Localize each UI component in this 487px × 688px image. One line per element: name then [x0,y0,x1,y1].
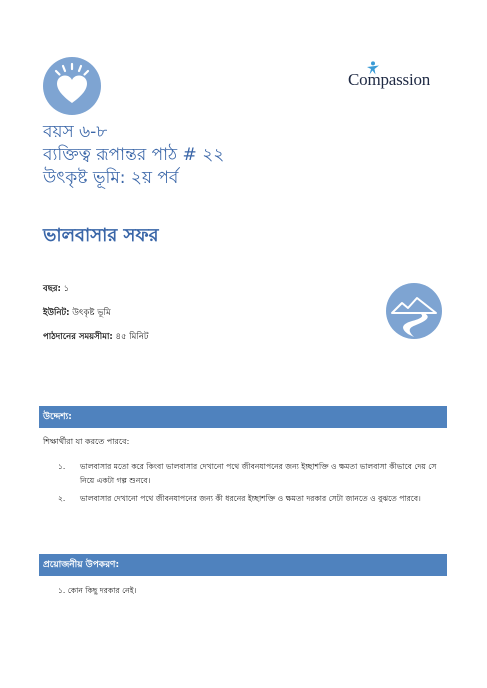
list-item-text: ভালবাসার দেখানো পথে জীবনযাপনের জন্য কী ধরনের ইচ্ছাশক্তি ও ক্ষমতা দরকার সেটা জানতে ও বুঝতে পারবে। [80,494,421,503]
objectives-heading-bar: উদ্দেশ্য: [39,406,447,428]
compassion-logo [348,60,444,94]
list-item-number: ১. [58,462,66,471]
meta-info [43,282,149,354]
materials-item [58,585,136,598]
list-item [58,492,442,506]
meta-age-label: বছর: [43,284,61,294]
meta-unit-value: উৎকৃষ্ট ভূমি [72,308,111,318]
meta-unit-row [43,306,149,330]
heart-logo-icon [43,57,101,115]
objectives-list [58,460,442,510]
title-lesson: ব্যক্তিত্ব রূপান্তর পাঠ # ২২ [43,145,225,165]
list-item [58,460,442,488]
meta-unit-label: ইউনিট: [43,308,70,318]
meta-age-value: ১ [63,284,70,294]
title-age: বয়স ৬-৮ [43,122,108,142]
meta-time-value: ৪৫ মিনিট [115,332,149,342]
objectives-intro: শিক্ষার্থীরা যা করতে পারবে: [43,437,130,446]
river-mountain-icon [386,283,442,339]
meta-age-row [43,282,149,306]
materials-item-number: ১. [58,586,66,595]
brand-name: Compassion [348,70,431,89]
meta-time-row [43,330,149,354]
list-item-text: ভালবাসার মতো করে কিংবা ভালবাসার দেখানো পথে জীবনযাপনের জন্য ইচ্ছাশক্তি ও ক্ষমতা ভালবাসা কীভাবে দেয় সে নিয়ে একটা গল্প শুনবে। [80,462,437,485]
list-item-number: ২. [58,494,66,503]
title-block [43,121,423,190]
page-subtitle: ভালবাসার সফর [43,225,159,246]
title-unit-part: উৎকৃষ্ট ভূমি: ২য় পর্ব [43,168,179,188]
materials-heading-bar: প্রয়োজনীয় উপকরণ: [39,554,447,576]
meta-time-label: পাঠদানের সময়সীমা: [43,332,113,342]
materials-item-text: কোন কিছু দরকার নেই। [67,586,137,595]
